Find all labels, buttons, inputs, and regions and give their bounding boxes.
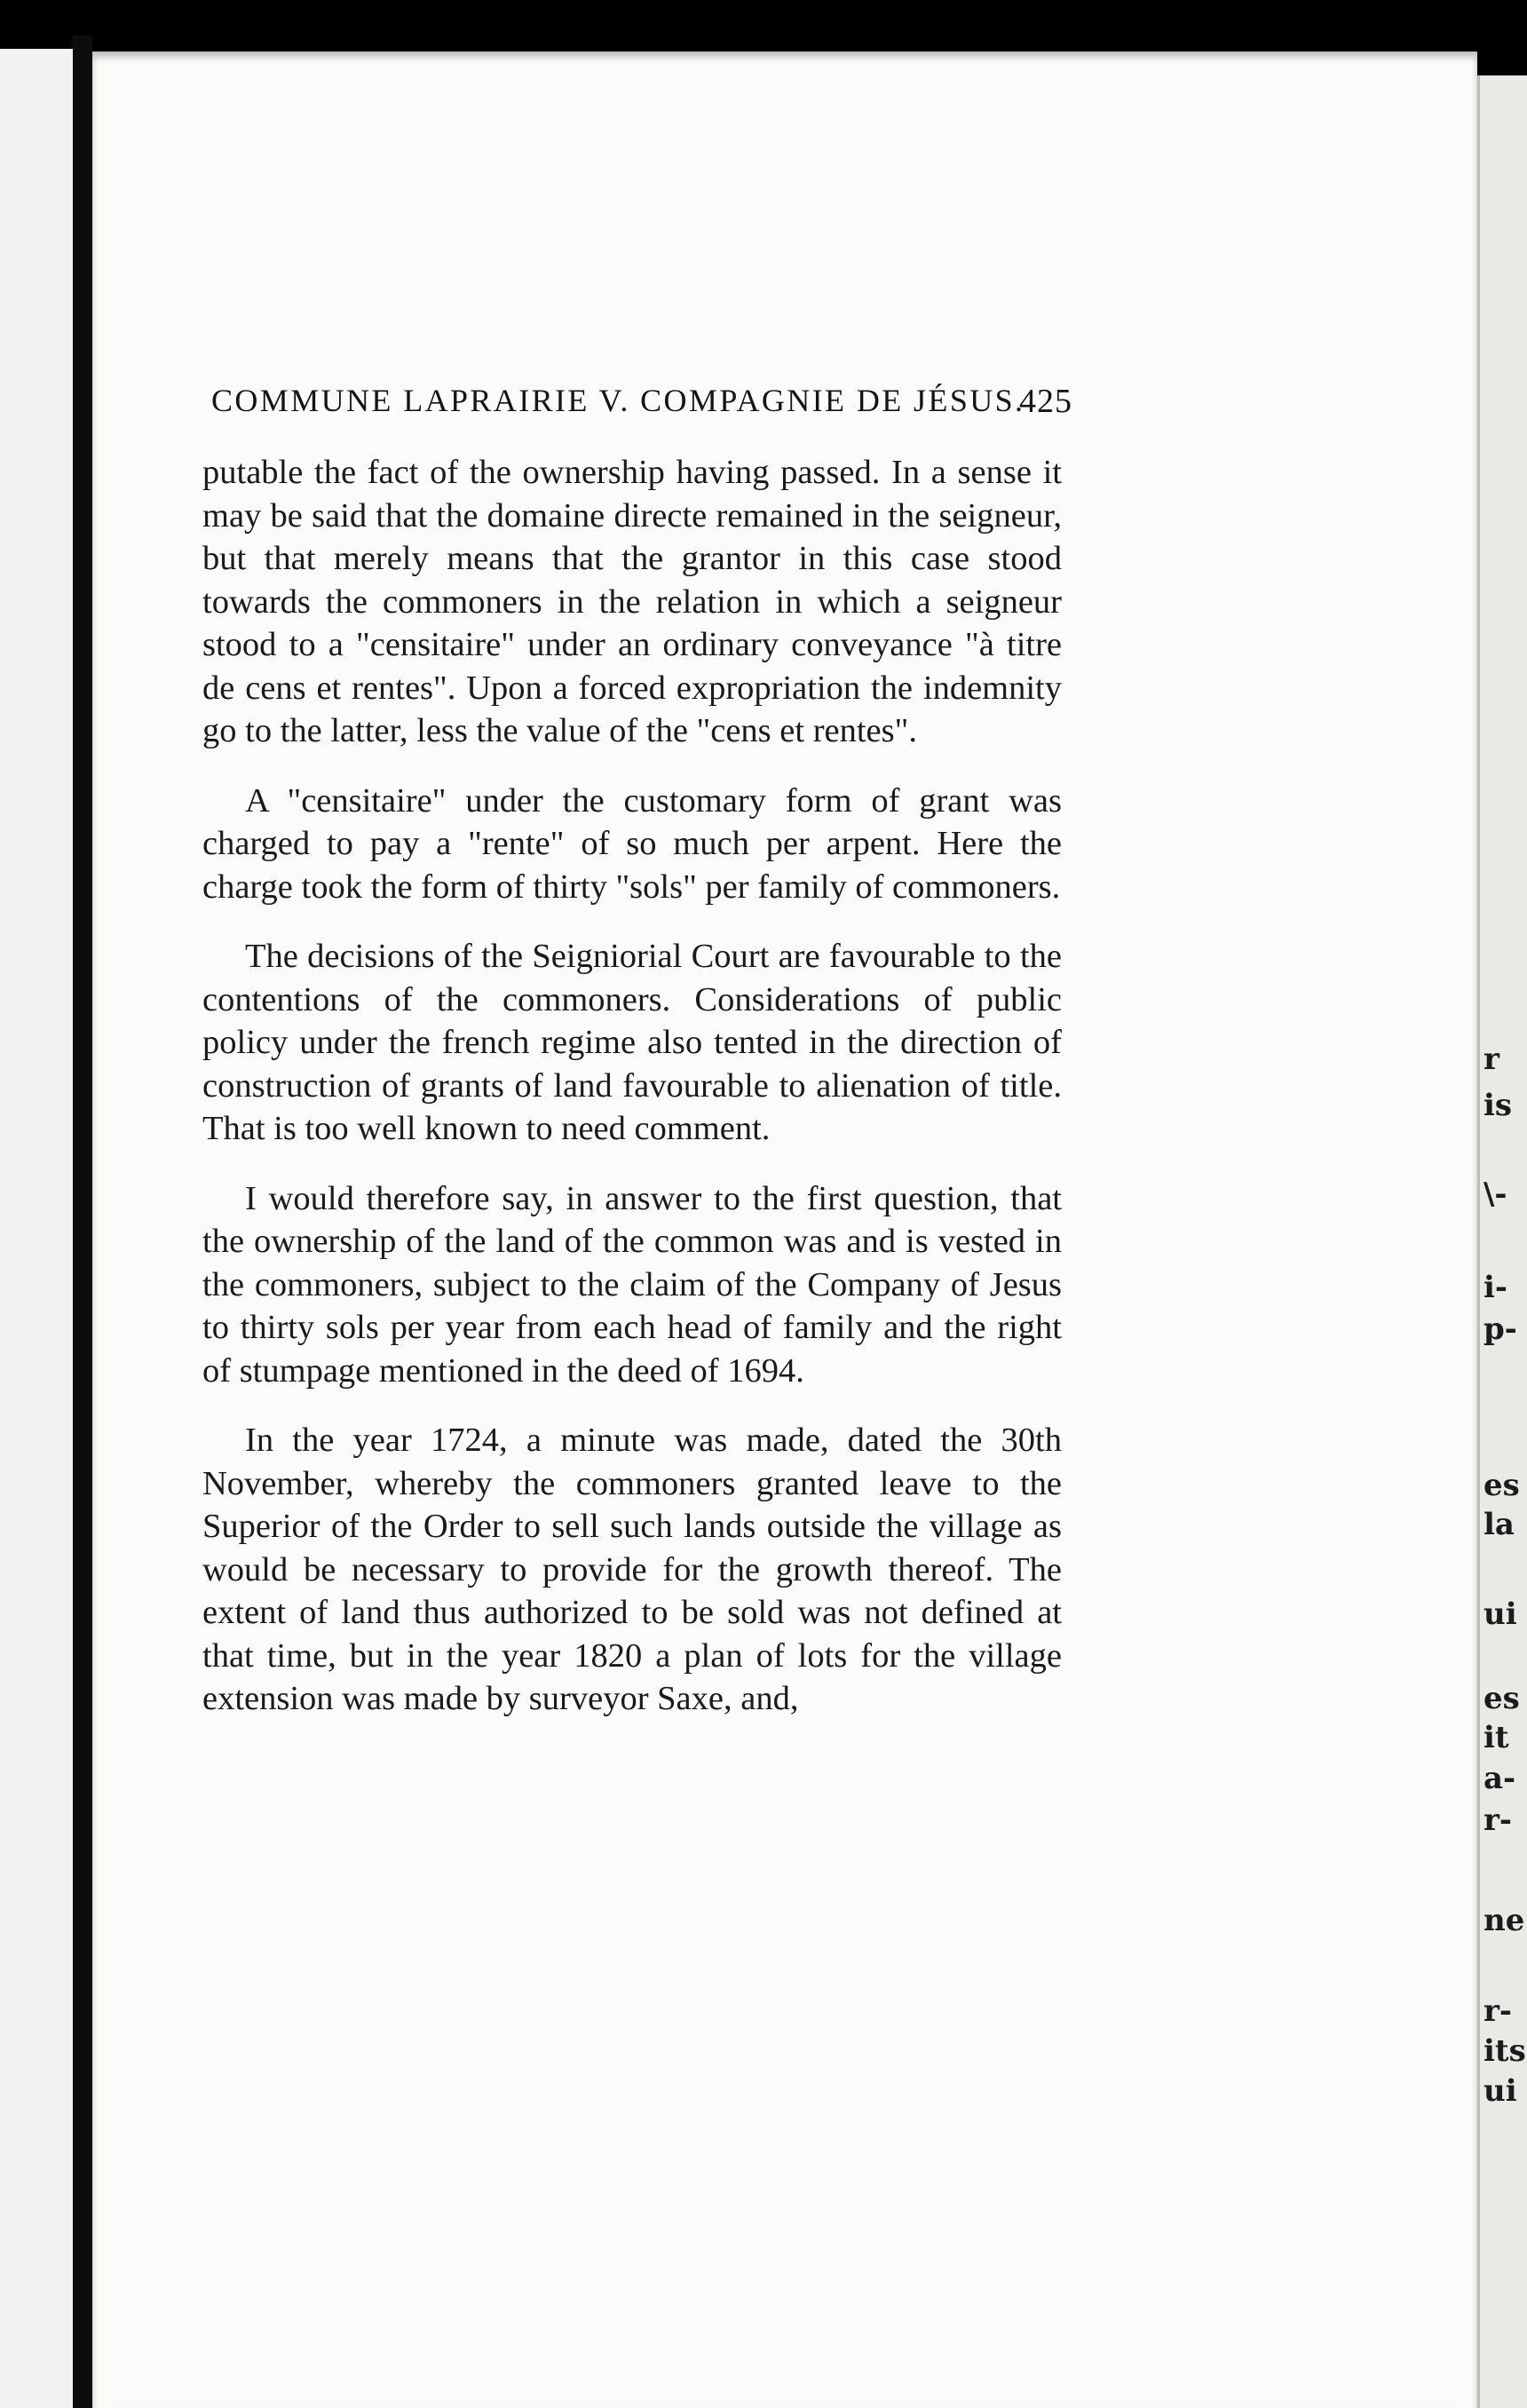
facing-page-fragment: r-: [1483, 1993, 1513, 2029]
facing-page-fragment: p-: [1483, 1311, 1517, 1347]
running-head-title: COMMUNE LAPRAIRIE V. COMPAGNIE DE JÉSUS.: [211, 383, 1025, 418]
page-number: 425: [1019, 383, 1072, 420]
facing-page-fragment: la: [1483, 1507, 1515, 1542]
previous-page-edge: [0, 49, 76, 2408]
facing-page-fragment: r-: [1483, 1802, 1513, 1838]
facing-page-fragment: ui: [1483, 1596, 1517, 1632]
running-head: [211, 382, 1072, 419]
facing-page-fragment: es: [1483, 1681, 1520, 1716]
paragraph: A "censitaire" under the customary form of grant was charged to pay a "rente" of so much per arpent. Here the charge took the form of thirty "sols" per family of commoners.: [202, 781, 1062, 906]
facing-page-fragment: is: [1483, 1088, 1513, 1123]
paragraph: In the year 1724, a minute was made, dated the 30th November, whereby the commoners granted leave to the Superior of the Order to sell such lands outside the village as would be necessary to provide for the growth thereof. The extent of land thus authorized to be sold was not defined at that time, but in the year 1820 a plan of lots for the village extension was made by surveyor Saxe, and,: [202, 1422, 1062, 1717]
facing-page-fragment: a-: [1483, 1761, 1516, 1796]
facing-page-fragment: ui: [1483, 2073, 1517, 2109]
facing-page-fragment: \-: [1483, 1176, 1507, 1212]
paragraph: I would therefore say, in answer to the first question, that the ownership of the land of the common was and is vested in the commoners, subject to the claim of the Company of Jesus to thirty sols per year from each head of family and the right of stumpage mentioned in the deed of 1694.: [202, 1179, 1062, 1390]
page-body: [202, 451, 1062, 1747]
facing-page-fragment: r: [1483, 1042, 1499, 1077]
facing-page-edge: [1477, 75, 1527, 2408]
paragraph: putable the fact of the ownership having passed. In a sense it may be said that the domaine directe remained in the seigneur, but that merely means that the grantor in this case stood towards the commoners in the relation in which a seigneur stood to a "censitaire" under an ordinary conveyance "à titre de cens et rentes". Upon a forced expropriation the indemnity go to the latter, less the value of the "cens et rentes".: [202, 454, 1062, 749]
paragraph: The decisions of the Seigniorial Court are favourable to the contentions of the commoners. Considerations of public policy under the french regime also tented in the direction of construction of grants of land favourable to alienation of title. That is too well known to need comment.: [202, 938, 1062, 1147]
book-gutter: [73, 36, 92, 2408]
facing-page-fragment: its: [1483, 2033, 1526, 2069]
facing-page-fragment: ne: [1483, 1903, 1525, 1938]
facing-page-fragment: it: [1483, 1720, 1509, 1755]
facing-page-fragment: i-: [1483, 1270, 1508, 1305]
facing-page-fragment: es: [1483, 1468, 1520, 1503]
